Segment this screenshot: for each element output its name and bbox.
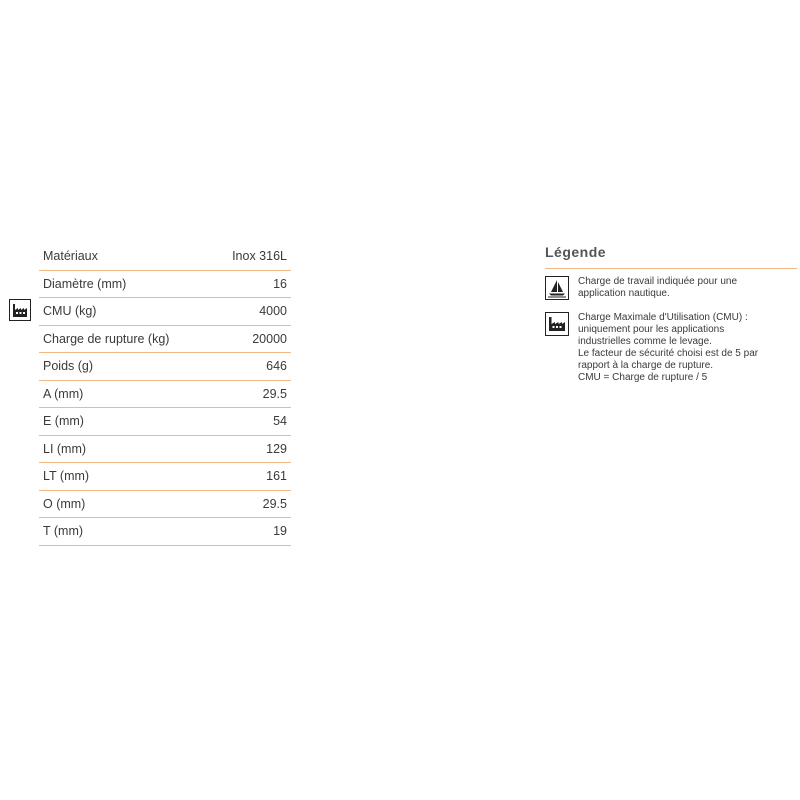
legend-line: Charge Maximale d'Utilisation (CMU) :: [578, 312, 748, 323]
spec-value: 29.5: [211, 490, 291, 518]
spec-value: 16: [211, 270, 291, 298]
spec-table: [39, 243, 291, 546]
legend-line: Le facteur de sécurité choisi est de 5 par: [578, 348, 759, 359]
legend-line: Charge de travail indiquée pour une: [578, 276, 737, 287]
legend: [545, 244, 797, 384]
table-row: [39, 243, 291, 270]
spec-label: CMU (kg): [39, 298, 211, 326]
table-row: [39, 325, 291, 353]
spec-label: Diamètre (mm): [39, 270, 211, 298]
factory-icon: [9, 299, 31, 321]
spec-value: 19: [211, 518, 291, 546]
table-row: [39, 518, 291, 546]
sailboat-icon: [545, 276, 569, 300]
spec-value: 29.5: [211, 380, 291, 408]
legend-text-nautical: [578, 276, 737, 300]
legend-item-nautical: [545, 276, 797, 300]
spec-value: 161: [211, 463, 291, 491]
table-row: [39, 380, 291, 408]
spec-value: Inox 316L: [211, 243, 291, 270]
legend-title: Légende: [545, 244, 797, 269]
spec-value: 20000: [211, 325, 291, 353]
table-row: [39, 353, 291, 381]
table-row: [39, 463, 291, 491]
spec-label: Charge de rupture (kg): [39, 325, 211, 353]
spec-label: LT (mm): [39, 463, 211, 491]
table-row: [39, 435, 291, 463]
spec-label: E (mm): [39, 408, 211, 436]
legend-item-industrial: [545, 312, 797, 384]
legend-line: application nautique.: [578, 288, 670, 299]
legend-line: industrielles comme le levage.: [578, 336, 712, 347]
legend-line: rapport à la charge de rupture.: [578, 360, 714, 371]
table-row: [39, 270, 291, 298]
spec-value: 646: [211, 353, 291, 381]
spec-value: 4000: [211, 298, 291, 326]
spec-label: LI (mm): [39, 435, 211, 463]
table-row: [39, 490, 291, 518]
factory-icon: [545, 312, 569, 336]
spec-label: A (mm): [39, 380, 211, 408]
legend-text-industrial: [578, 312, 758, 384]
legend-line: CMU = Charge de rupture / 5: [578, 372, 708, 383]
spec-label: T (mm): [39, 518, 211, 546]
spec-value: 54: [211, 408, 291, 436]
spec-value: 129: [211, 435, 291, 463]
spec-label: Matériaux: [39, 243, 211, 270]
legend-line: uniquement pour les applications: [578, 324, 725, 335]
table-row: [39, 408, 291, 436]
spec-label: Poids (g): [39, 353, 211, 381]
spec-label: O (mm): [39, 490, 211, 518]
table-row: [39, 298, 291, 326]
